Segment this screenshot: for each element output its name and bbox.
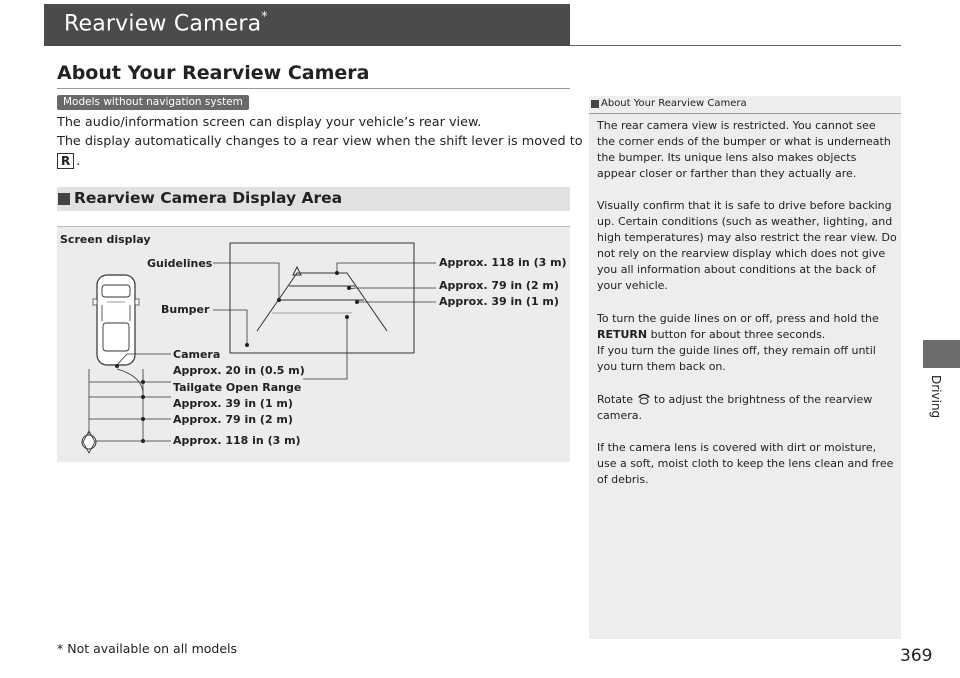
vehicle-top-view-icon [93,275,139,365]
chapter-title: Rearview Camera* [64,9,268,37]
label-right-79: Approx. 79 in (2 m) [439,279,559,292]
title-rule [570,45,901,46]
label-right-118: Approx. 118 in (3 m) [439,256,567,269]
label-camera: Camera [173,348,221,361]
body-paragraph-2: The display automatically changes to a rear view when the shift lever is moved to [57,134,583,149]
sidebar-heading: About Your Rearview Camera [589,96,901,114]
dot-39 [355,300,359,304]
sidebar-paragraph-5: If the camera lens is covered with dirt or moisture, use a soft, moist cloth to keep the lens clean and free of debris. [597,441,894,486]
label-bumper: Bumper [161,303,210,316]
return-button-label: RETURN [597,328,648,341]
label-screen-display: Screen display [60,233,151,246]
sidebar-paragraph-3: To turn the guide lines on or off, press and hold the RETURN button for about three seconds. If you turn the guide lines off, they remain off until you turn them back on. [597,312,879,373]
sidebar-paragraph-4: Rotate to adjust the brightness of the rearview camera. [597,393,873,422]
dot-79 [347,286,351,290]
models-badge: Models without navigation system [57,95,249,110]
label-guidelines: Guidelines [147,257,213,270]
note-bullet-icon [591,100,599,108]
title-asterisk: * [261,9,268,23]
sidebar-notes [589,96,901,639]
chapter-tab-marker [923,340,960,368]
page-number: 369 [900,646,933,666]
label-right-39: Approx. 39 in (1 m) [439,295,559,308]
shift-r-icon: R [57,153,74,169]
sidebar-paragraph-2: Visually confirm that it is safe to drive before backing up. Certain conditions (such as weather, lighting, and high temperatures) may also restrict the rear view. Do not rely on the rearview display which does not give you all information about conditions at the back of your vehicle. [597,199,897,292]
label-approx-20: Approx. 20 in (0.5 m) [173,364,305,377]
subsection-bar [57,187,570,211]
chapter-side-label: Driving [929,375,943,419]
body-paragraph-2-end: R . [57,152,80,171]
label-left-118: Approx. 118 in (3 m) [173,434,301,447]
subsection-heading: Rearview Camera Display Area [74,189,343,207]
label-left-79: Approx. 79 in (2 m) [173,413,293,426]
screen-display-frame [230,243,414,353]
square-bullet-icon [58,193,70,205]
chapter-title-bar [44,4,570,46]
camera-diagram [57,226,570,462]
footnote: * Not available on all models [57,641,238,656]
section-rule [57,88,570,89]
label-left-39: Approx. 39 in (1 m) [173,397,293,410]
label-tailgate: Tailgate Open Range [173,381,302,394]
dot-118 [335,271,339,275]
sidebar-paragraph-1: The rear camera view is restricted. You cannot see the corner ends of the bumper or what is underneath the bumper. Its unique lens also makes objects appear closer or farther than they actually are. [597,119,891,180]
section-heading: About Your Rearview Camera [57,62,370,84]
body-paragraph-1: The audio/information screen can display your vehicle’s rear view. [57,115,482,130]
selector-knob-icon [637,393,651,405]
